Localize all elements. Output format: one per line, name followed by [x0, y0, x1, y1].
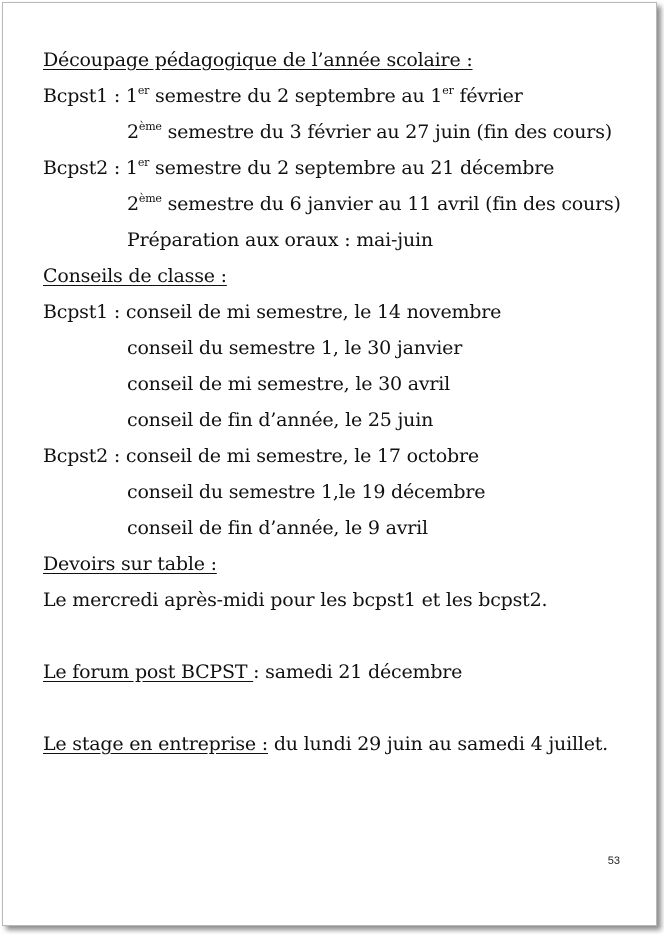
devoirs-text: Le mercredi après-midi pour les bcpst1 et les bcpst2. [43, 589, 548, 611]
conseil-bcpst2-line-3: conseil de fin d’année, le 9 avril [127, 517, 428, 539]
ordinal-number: 1 [125, 157, 138, 179]
conseil-text: conseil de mi semestre, le 14 novembre [125, 301, 502, 323]
forum-line [43, 659, 462, 685]
forum-date: : samedi 21 décembre [253, 661, 463, 683]
bcpst2-label: Bcpst2 : [43, 157, 126, 179]
semester-text: semestre du 6 janvier au 11 avril (fin des cours) [161, 193, 621, 215]
semester-text: semestre du 2 septembre au 1 [149, 85, 443, 107]
conseil-bcpst1-line-4: conseil de fin d’année, le 25 juin [127, 409, 434, 431]
conseil-bcpst1-line-1 [43, 299, 501, 325]
ordinal-number: 1 [125, 85, 138, 107]
conseil-bcpst2-line-2: conseil du semestre 1,le 19 décembre [127, 481, 486, 503]
semester-text-end: février [453, 85, 523, 107]
page-number: 53 [607, 855, 620, 867]
conseil-bcpst1-line-3: conseil de mi semestre, le 30 avril [127, 373, 451, 395]
ordinal-number: 2 [127, 193, 139, 215]
forum-heading: Le forum post BCPST [43, 661, 254, 683]
ordinal-suffix: ème [138, 192, 162, 205]
bcpst1-semester2-line [127, 119, 612, 145]
stage-dates: du lundi 29 juin au samedi 4 juillet. [267, 733, 609, 755]
stage-line [43, 731, 608, 757]
conseil-bcpst2-line-1 [43, 443, 479, 469]
decoupage-heading: Découpage pédagogique de l’année scolaire : [43, 49, 473, 71]
document-page [2, 2, 657, 926]
ordinal-suffix: er [137, 84, 150, 97]
ordinal-number: 2 [127, 121, 139, 143]
conseil-text: conseil de mi semestre, le 17 octobre [125, 445, 479, 467]
semester-text: semestre du 3 février au 27 juin (fin des cours) [161, 121, 612, 143]
bcpst2-label: Bcpst2 : [43, 445, 126, 467]
ordinal-suffix: ème [138, 120, 162, 133]
bcpst1-label: Bcpst1 : [43, 85, 126, 107]
ordinal-suffix: er [137, 156, 150, 169]
stage-heading: Le stage en entreprise : [43, 733, 268, 755]
semester-text: semestre du 2 septembre au 21 décembre [149, 157, 555, 179]
bcpst2-semester2-line [127, 191, 621, 217]
bcpst2-semester1-line [43, 155, 554, 181]
bcpst2-oraux-line: Préparation aux oraux : mai-juin [127, 229, 433, 251]
devoirs-heading: Devoirs sur table : [43, 553, 217, 575]
conseil-bcpst1-line-2: conseil du semestre 1, le 30 janvier [127, 337, 463, 359]
conseils-heading: Conseils de classe : [43, 265, 227, 287]
bcpst1-label: Bcpst1 : [43, 301, 126, 323]
bcpst1-semester1-line [43, 83, 523, 109]
ordinal-suffix: er [442, 84, 454, 97]
